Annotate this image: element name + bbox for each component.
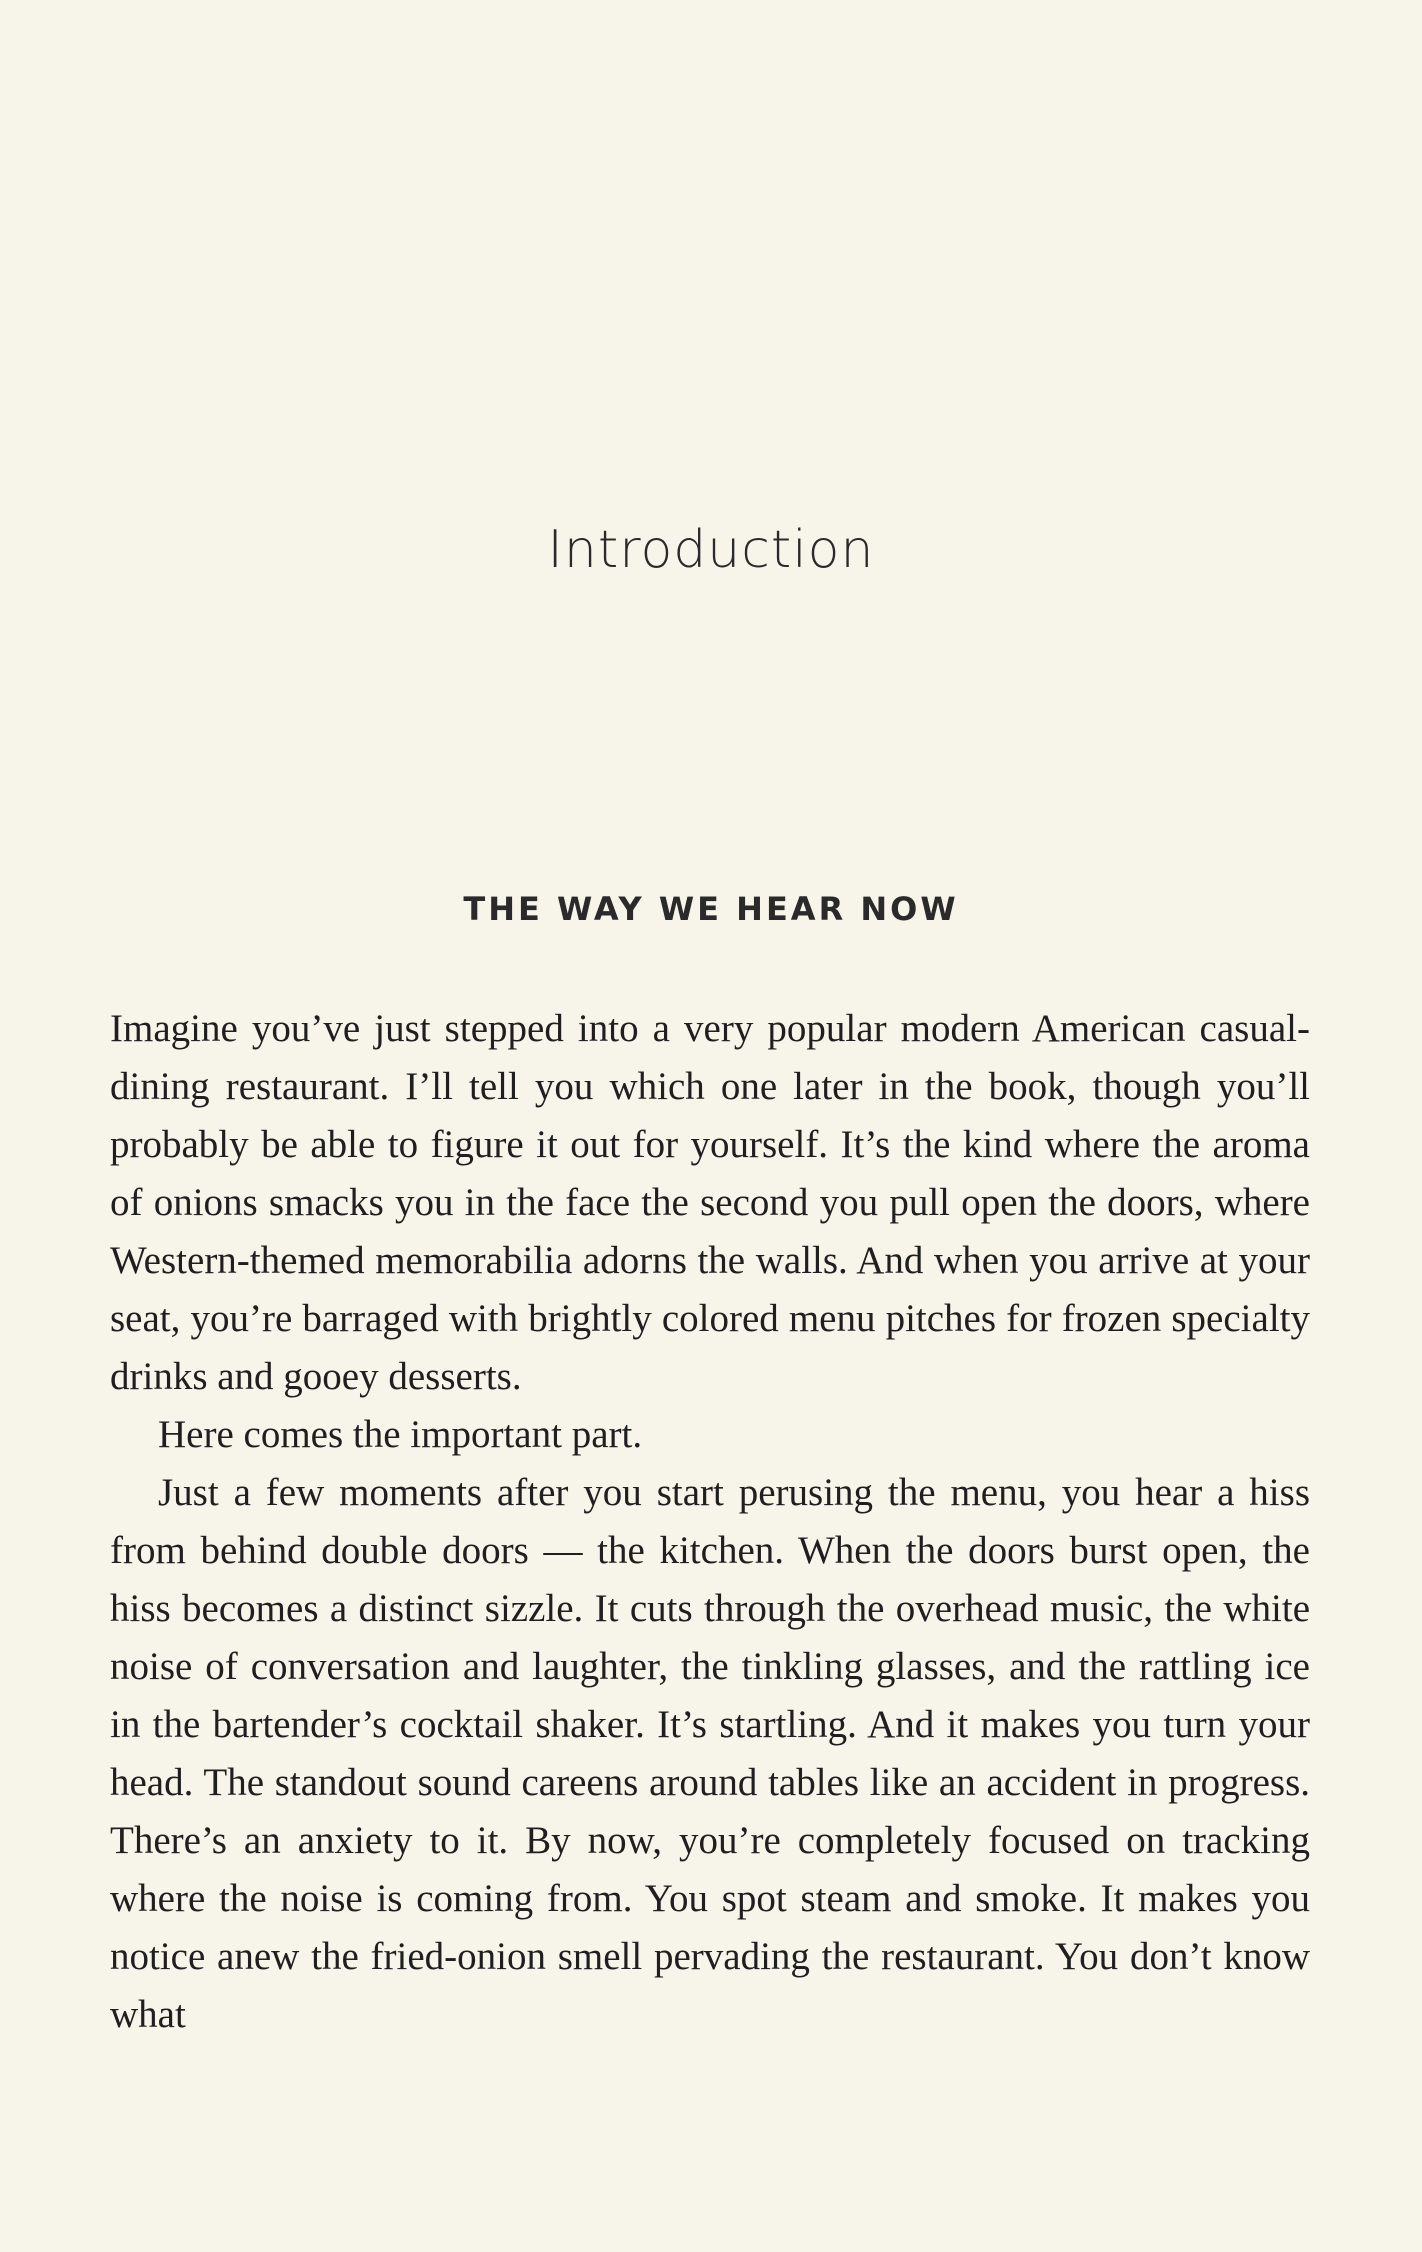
body-text: [110, 1000, 1310, 2044]
paragraph-1: Imagine you’ve just stepped into a very popular modern American casual-dining restaurant. I’ll tell you which one later in the book, though you’ll probably be able to figure it out for yourself. It’s the kind where the aroma of onions smacks you in the face the second you pull open the doors, where Western-themed memorabilia adorns the walls. And when you arrive at your seat, you’re barraged with brightly colored menu pitches for frozen specialty drinks and gooey desserts.: [110, 1007, 1310, 1398]
paragraph-3: Just a few moments after you start perusing the menu, you hear a hiss from behind double doors — the kitchen. When the doors burst open, the hiss becomes a distinct sizzle. It cuts through the overhead music, the white noise of conversation and laughter, the tinkling glasses, and the rattling ice in the bartender’s cocktail shaker. It’s startling. And it makes you turn your head. The standout sound careens around tables like an accident in progress. There’s an anxiety to it. By now, you’re completely focused on tracking where the noise is coming from. You spot steam and smoke. It makes you notice anew the fried-onion smell pervading the restaurant. You don’t know what: [110, 1471, 1310, 2036]
section-heading: THE WAY WE HEAR NOW: [463, 890, 959, 928]
paragraph-2: Here comes the important part.: [158, 1413, 643, 1456]
chapter-title: Introduction: [547, 520, 875, 580]
